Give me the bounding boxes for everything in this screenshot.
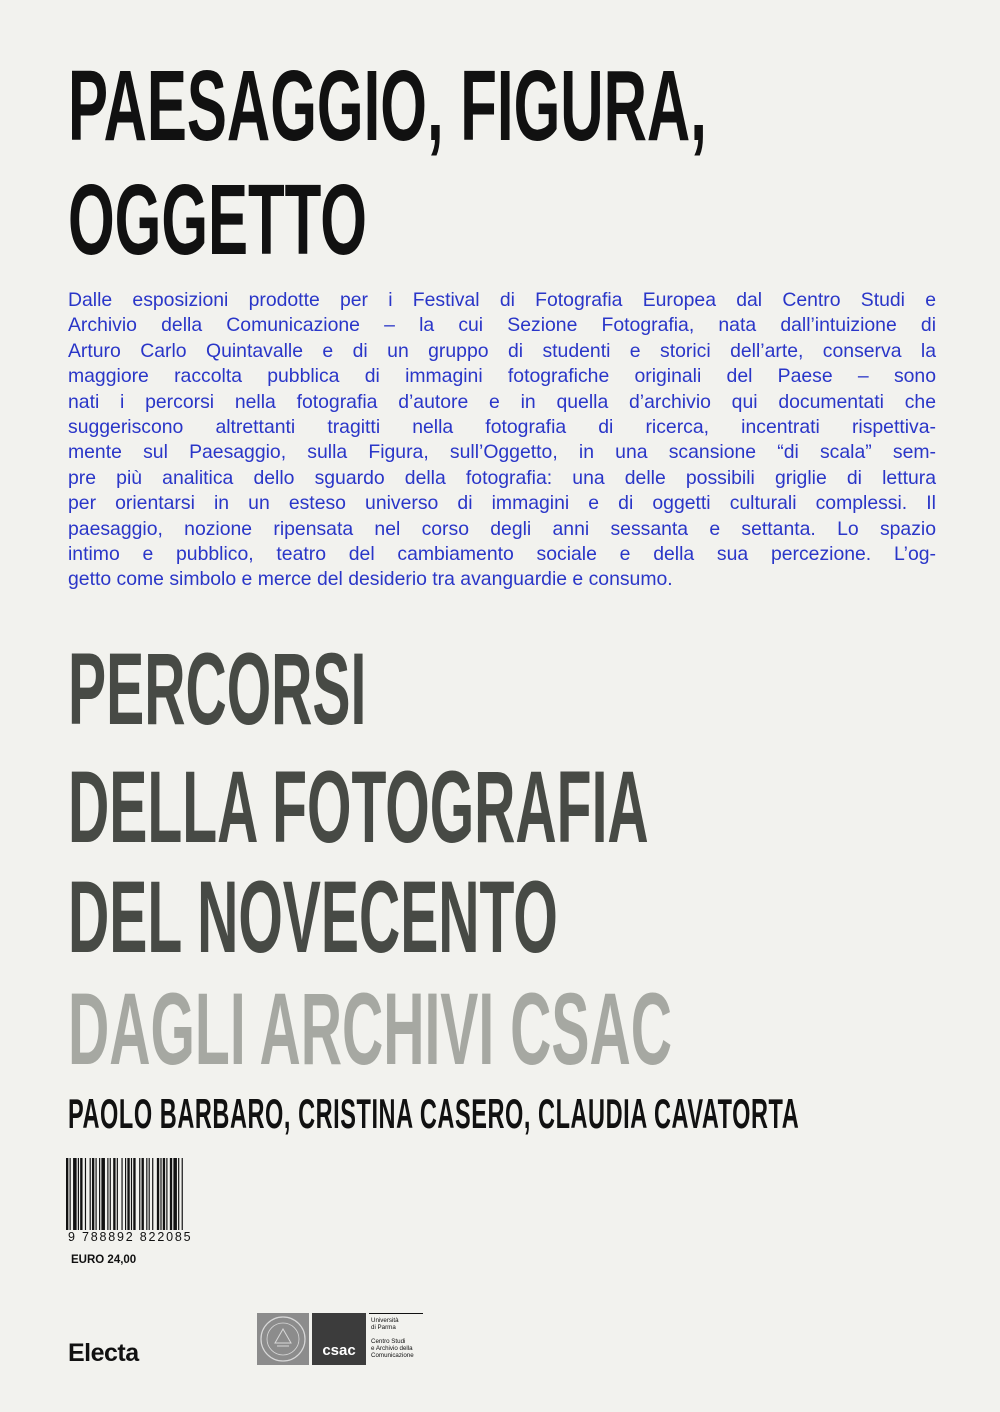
- centre-name-line: Centro Studi: [371, 1338, 406, 1345]
- description-line: getto come simbolo e merce del desiderio tra avanguardie e consumo.: [68, 568, 673, 591]
- price: EURO 24,00: [71, 1254, 137, 1266]
- centre-name-line: Comunicazione: [371, 1352, 414, 1359]
- description-line: mente sul Paesaggio, sulla Figura, sull’Oggetto, in una scansione “di scala” sem-: [68, 441, 936, 464]
- university-name-line: Università: [371, 1317, 399, 1324]
- subtitle-line-3: DEL NOVECENTO: [68, 860, 558, 974]
- description-line: maggiore raccolta pubblica di immagini fotografiche originali del Paese – sono: [68, 365, 936, 388]
- description-line: per orientarsi in un esteso universo di immagini e di oggetti culturali complessi. Il: [68, 492, 936, 515]
- university-name-line: di Parma: [371, 1324, 396, 1331]
- barcode-icon: [66, 1158, 222, 1230]
- description-line: Archivio della Comunicazione – la cui Sezione Fotografia, nata dall’intuizione di: [68, 314, 936, 337]
- publisher-logo: Electa: [68, 1339, 139, 1367]
- subtitle-line-4: DAGLI ARCHIVI CSAC: [68, 972, 673, 1086]
- description-line: paesaggio, nozione ripensata nel corso degli anni sessanta e settanta. Lo spazio: [68, 517, 936, 540]
- csac-logo-text: csac: [322, 1342, 356, 1359]
- subtitle-line-2: DELLA FOTOGRAFIA: [68, 750, 649, 864]
- university-seal-icon: [257, 1313, 309, 1365]
- isbn-number: 9 788892 822085: [68, 1230, 193, 1244]
- csac-logo: [312, 1313, 366, 1365]
- description-line: suggeriscono altrettanti tragitti nella fotografia di ricerca, incentrati rispettiva-: [68, 416, 936, 439]
- centre-name-line: e Archivio della: [371, 1345, 413, 1352]
- title-line-2: OGGETTO: [68, 164, 367, 276]
- description-line: intimo e pubblico, teatro del cambiamento sociale e della sua percezione. L’og-: [68, 543, 936, 566]
- description-line: pre più analitica dello sguardo della fotografia: una delle possibili griglie di lettura: [68, 466, 936, 489]
- description-line: nati i percorsi nella fotografia d’autore e in quella d’archivio qui documentati che: [68, 390, 936, 413]
- description-line: Dalle esposizioni prodotte per i Festival di Fotografia Europea dal Centro Studi e: [68, 289, 936, 311]
- title-line-1: PAESAGGIO, FIGURA,: [68, 50, 707, 162]
- description-line: Arturo Carlo Quintavalle e di un gruppo di studenti e storici dell’arte, conserva la: [68, 339, 936, 362]
- description-text: [68, 288, 936, 593]
- authors: PAOLO BARBARO, CRISTINA CASERO, CLAUDIA CAVATORTA: [68, 1090, 800, 1137]
- university-logo: [369, 1313, 423, 1366]
- subtitle-line-1: PERCORSI: [68, 632, 367, 746]
